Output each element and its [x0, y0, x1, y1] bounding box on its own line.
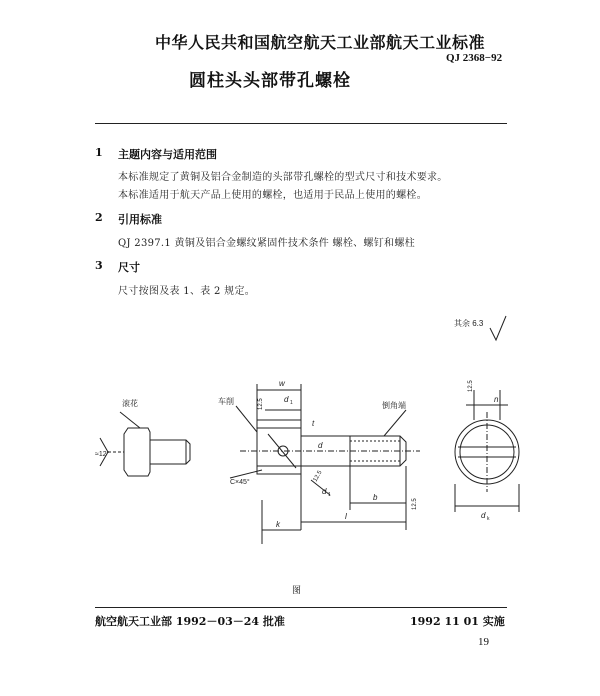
- section-2-paragraph: QJ 2397.1 黄铜及铝合金螺纹紧固件技术条件 螺栓、螺钉和螺柱: [118, 238, 415, 249]
- label-l: l: [345, 512, 347, 521]
- roughness-value: 12.5: [412, 498, 418, 510]
- roughness-value: 12.5: [258, 398, 264, 410]
- roughness-symbol-icon: [490, 316, 506, 340]
- organization-header: 中华人民共和国航空航天工业部航天工业标准: [155, 33, 486, 52]
- label-d-thread: d: [318, 441, 323, 450]
- figure-caption: 图: [292, 586, 302, 596]
- section-1-title: 主题内容与适用范围: [118, 148, 217, 161]
- section-3-paragraph: 尺寸按图及表 1、表 2 规定。: [118, 286, 256, 297]
- label-chamfer-end: 倒角端: [382, 401, 406, 410]
- label-dk-sub: k: [487, 516, 490, 522]
- label-dk: d: [481, 511, 486, 520]
- label-w: w: [279, 379, 285, 388]
- label-d1-top: d: [284, 395, 289, 404]
- footer-divider: [95, 607, 507, 608]
- page-number: 19: [478, 636, 489, 648]
- approval-note: 航空航天工业部 1992－03－24 批准: [95, 615, 285, 628]
- roughness-value: 12.5: [312, 469, 324, 483]
- section-2-title: 引用标准: [118, 213, 162, 226]
- label-knurl: 滚花: [122, 399, 138, 408]
- label-n: n: [494, 395, 499, 404]
- label-k: k: [276, 520, 280, 529]
- section-2-number: 2: [95, 211, 103, 224]
- document-title: 圆柱头头部带孔螺栓: [189, 71, 351, 91]
- effective-date: 1992 11 01 实施: [410, 615, 505, 628]
- label-t: t: [312, 419, 315, 428]
- section-1-paragraph: 本标准规定了黄铜及铝合金制造的头部带孔螺栓的型式尺寸和技术要求。: [118, 172, 448, 183]
- knurled-head-view: [100, 412, 190, 476]
- roughness-value: 12.5: [468, 380, 474, 392]
- standard-code: QJ 2368−92: [446, 52, 503, 64]
- section-1-paragraph: 本标准适用于航天产品上使用的螺栓，也适用于民品上使用的螺栓。: [118, 190, 427, 201]
- bolt-end-view: [455, 390, 519, 512]
- label-trim: 车削: [218, 397, 234, 406]
- label-d1-bottom: d: [322, 487, 327, 496]
- roughness-note: 其余 6.3: [454, 319, 484, 328]
- label-d1-bottom-sub: 1: [328, 492, 331, 498]
- section-3-number: 3: [95, 259, 103, 272]
- label-d1-top-sub: 1: [290, 400, 293, 406]
- section-1-number: 1: [95, 146, 103, 159]
- section-3-title: 尺寸: [118, 261, 140, 274]
- label-b: b: [373, 493, 378, 502]
- label-angle: ≈12°: [95, 451, 110, 458]
- label-head-chamfer: C×45°: [230, 479, 250, 486]
